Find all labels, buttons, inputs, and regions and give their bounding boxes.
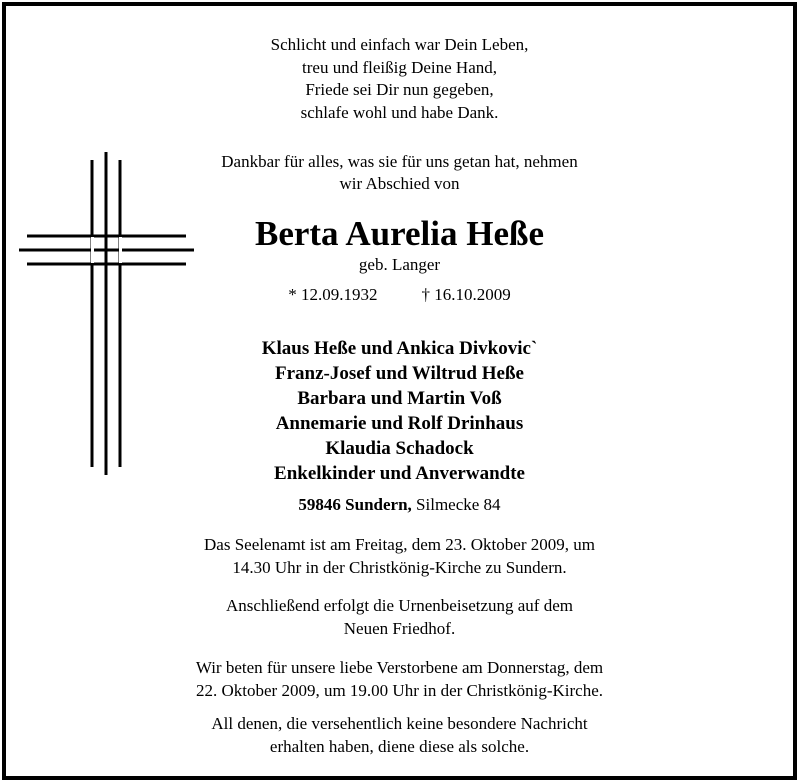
maiden-name: geb. Langer [358,255,441,274]
mourner-line: Klaudia Schadock [325,438,474,459]
mourner-line: Franz-Josef und Wiltrud Heße [275,363,524,384]
mourner-line: Klaus Heße und Ankica Divkovic` [261,338,538,359]
mourner-line: Annemarie und Rolf Drinhaus [275,413,524,434]
mourners-list [2,336,797,486]
verse-line: schlafe wohl und habe Dank. [300,102,499,122]
verse-line: Friede sei Dir nun gegeben, [305,80,494,99]
paragraph-line: Das Seelenamt ist am Freitag, dem 23. Oktober 2009, um [204,535,595,554]
address-city: 59846 Sundern, [298,495,412,514]
life-dates [2,284,797,306]
mourner-line: Enkelkinder und Anverwandte [274,463,525,484]
verse [2,34,797,124]
paragraph-line: Anschließend erfolgt die Urnenbeisetzung auf dem [226,596,573,615]
intro-text [2,151,797,195]
burial-paragraph [2,594,797,640]
intro-line: wir Abschied von [339,174,460,193]
address-street: Silmecke 84 [416,495,501,514]
verse-line: treu und fleißig Deine Hand, [302,57,497,77]
requiem-paragraph [2,533,797,579]
address [2,494,797,516]
paragraph-line: All denen, die versehentlich keine besondere Nachricht [211,714,588,733]
paragraph-line: 14.30 Uhr in der Christkönig-Kirche zu Sundern. [232,558,567,577]
paragraph-line: 22. Oktober 2009, um 19.00 Uhr in der Christkönig-Kirche. [196,681,603,700]
birth-date: * 12.09.1932 [288,285,378,304]
paragraph-line: Neuen Friedhof. [343,619,456,638]
paragraph-line: erhalten haben, diene diese als solche. [269,737,530,756]
mourner-line: Barbara und Martin Voß [297,388,502,409]
verse-line: Schlicht und einfach war Dein Leben, [270,35,529,54]
deceased-name: Berta Aurelia Heße [254,214,545,253]
prayer-paragraph [2,656,797,702]
intro-line: Dankbar für alles, was sie für uns getan hat, nehmen [221,152,578,171]
paragraph-line: Wir beten für unsere liebe Verstorbene am Donnerstag, dem [195,658,604,677]
notice-paragraph [2,712,797,758]
death-date: † 16.10.2009 [421,285,511,304]
